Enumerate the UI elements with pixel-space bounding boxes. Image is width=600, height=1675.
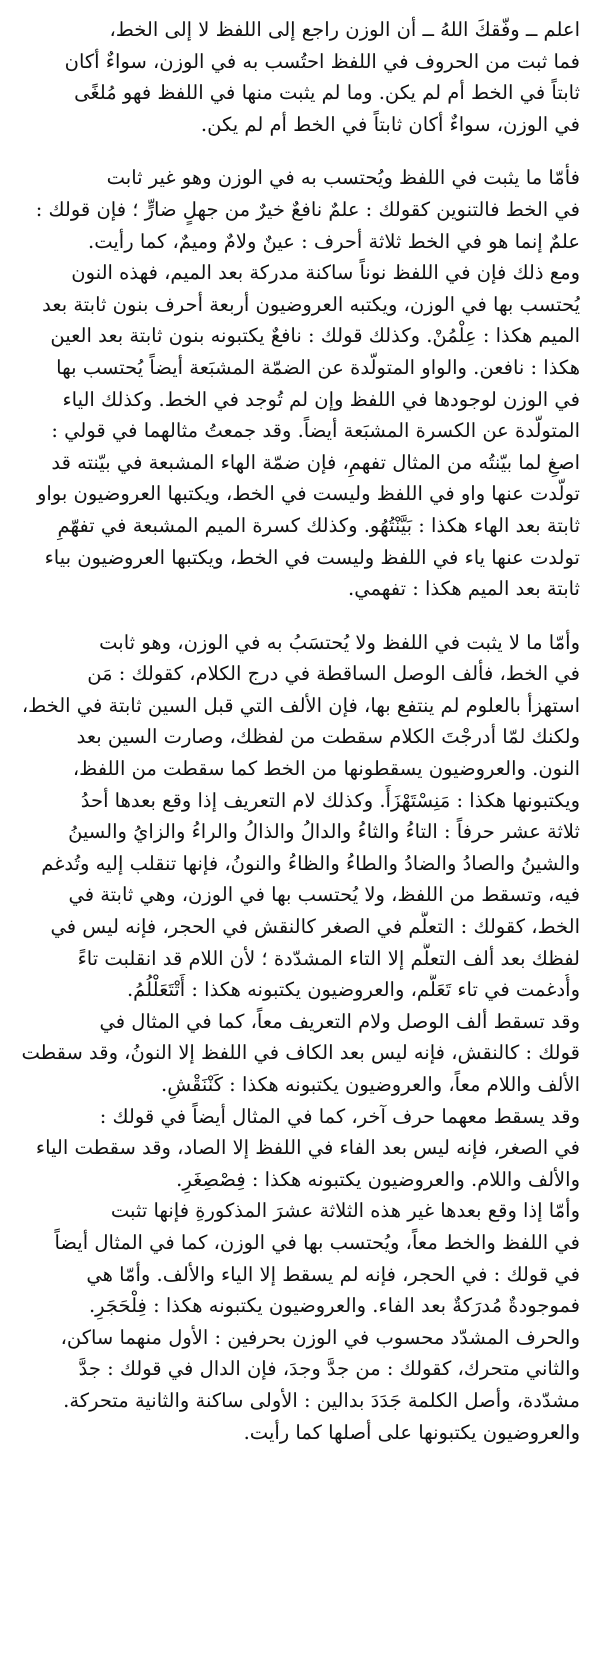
- text-line: المتولّدة عن الكسرة المشبَعة أيضاً. وقد جمعتُ مثالهما في قولي :: [51, 419, 580, 443]
- text-line: ويكتبونها هكذا : مَنِسْتَهْزَأَ. وكذلك لام التعريف إذا وقع بعدها أحدُ: [80, 788, 580, 812]
- text-line: هكذا : نافعن. والواو المتولّدة عن الضمّة المشبَعة أيضاً يُحتسب بها: [56, 355, 580, 379]
- text-line: فما ثبت من الحروف في اللفظ احتُسب به في الوزن، سواءٌ أكان: [64, 49, 580, 73]
- text-line: في الخط فالتنوين كقولك : علمٌ نافعٌ خيرٌ من جهلٍ ضارٍّ ؛ فإن قولك :: [35, 197, 580, 221]
- text-line: وأمّا إذا وقع بعدها غير هذه الثلاثة عشرَ المذكورةِ فإنها تثبت: [110, 1199, 580, 1223]
- text-line: والألف واللام. والعروضيون يكتبونه هكذا : فِصْصِغَرِ.: [176, 1167, 580, 1191]
- text-line: ثابتاً في الخط أم لم يكن. وما لم يثبت منها في اللفظ فهو مُلغًى: [74, 81, 580, 105]
- text-line: اعلم ــ وفّقكَ اللهُ ــ أن الوزن راجع إلى اللفظ لا إلى الخط،: [109, 18, 580, 41]
- text-line: الميم هكذا : عِلْمُنْ. وكذلك قولك : نافعٌ يكتبونه بنون ثابتة بعد العين: [50, 324, 580, 348]
- paragraph-weight-rule: [20, 14, 580, 140]
- text-line: ولكنك لمّا أدرجْتَ الكلام سقطت من لفظك، وصارت السين بعد: [76, 725, 580, 749]
- text-line: والثاني متحرك، كقولك : من جدَّ وجدَ، فإن الدال في قولك : جدَّ: [78, 1357, 580, 1381]
- text-line: اصغِ لما بيّنتُه من المثال تفهمِ، فإن ضمّة الهاء المشبعة في بيّنته قد: [51, 450, 580, 474]
- text-line: فيه، وتسقط من اللفظ، ولا يُحتسب بها في الوزن، وهي ثابتة في: [68, 883, 580, 907]
- text-line: استهزأ بالعلوم لم ينتفع بها، فإن الألف التي قبل السين ثابتة في الخط،: [21, 693, 580, 717]
- paragraph-gap: [20, 605, 580, 627]
- text-line: والعروضيون يكتبونها على أصلها كما رأيت.: [243, 1420, 580, 1444]
- text-line: فموجودةٌ مُدرَكةٌ بعد الفاء. والعروضيون يكتبونه هكذا : فِلْحَجَرِ.: [88, 1294, 580, 1318]
- text-line: في اللفظ والخط معاً، ويُحتسب بها في الوزن، كما في المثال أيضاً: [54, 1230, 580, 1254]
- text-line: في قولك : في الحجر، فإنه لم يسقط إلا الياء والألف. وأمّا هي: [86, 1262, 580, 1286]
- text-line: والشينُ والصادُ والضادُ والطاءُ والظاءُ والنونُ، فإنها تنقلب إليه وتُدغم: [41, 851, 580, 875]
- text-line: ثابتة بعد الهاء هكذا : بَيَّنْتُهُو. وكذلك كسرة الميم المشبعة في تفهّمِ: [57, 513, 580, 537]
- text-line: ثلاثة عشر حرفاً : التاءُ والثاءُ والدالُ والذالُ والراءُ والزايُ والسينُ: [68, 820, 580, 844]
- text-line: الألف واللام معاً، والعروضيون يكتبونه هكذا : كَنْنَقْشِ.: [161, 1073, 580, 1096]
- text-line: فأمّا ما يثبت في اللفظ ويُحتسب به في الوزن وهو غير ثابت: [106, 166, 580, 190]
- text-line: مشدّدة، وأصل الكلمة جَدَدَ بدالين : الأولى ساكنة والثانية متحركة.: [63, 1388, 580, 1412]
- text-line: ومع ذلك فإن في اللفظ نوناً ساكنة مدركة بعد الميم، فهذه النون: [71, 261, 580, 285]
- text-line: النون. والعروضيون يسقطونها من الخط كما سقطت من اللفظ،: [72, 757, 580, 781]
- text-line: قولك : كالنقش، فإنه ليس بعد الكاف في اللفظ إلا النونُ، وقد سقطت: [21, 1041, 580, 1065]
- text-line: في الوزن، سواءٌ أكان ثابتاً في الخط أم لم يكن.: [200, 112, 580, 136]
- text-line: وقد يسقط معهما حرف آخر، كما في المثال أيضاً في قولك :: [99, 1104, 580, 1128]
- text-line: في الخط، فألف الوصل الساقطة في درج الكلام، كقولك : مَن: [87, 662, 580, 686]
- text-line: في الصغر، فإنه ليس بعد الفاء في اللفظ إلا الصاد، وقد سقطت الياء: [35, 1136, 580, 1160]
- text-line: في الوزن لوجودها في اللفظ وإن لم تُوجد في الخط. وكذلك الياء: [62, 387, 580, 411]
- text-line: علمٌ إنما هو في الخط ثلاثة أحرف : عينٌ ولامٌ وميمٌ، كما رأيت.: [88, 229, 580, 253]
- text-line: ثابتة بعد الميم هكذا : تفهمي.: [348, 577, 580, 601]
- text-line: يُحتسب بها في الوزن، ويكتبه العروضيون أربعة أحرف بنون ثابتة بعد: [42, 292, 580, 316]
- text-line: وأمّا ما لا يثبت في اللفظ ولا يُحتسَبُ به في الوزن، وهو ثابت: [99, 630, 580, 654]
- paragraph-written-not-pronounced: [20, 627, 580, 1448]
- text-line: تولدت عنها ياء في اللفظ وليست في الخط، ويكتبها العروضيون بياء: [44, 545, 580, 569]
- text-line: لفظك بعد ألف التعلُّم إلا التاء المشدّدة ؛ لأن اللام قد انقلبت تاءً: [77, 946, 580, 970]
- text-line: تولّدت عنها واو في اللفظ وليست في الخط، ويكتبها العروضيون بواو: [36, 482, 580, 506]
- text-line: والحرف المشدّد محسوب في الوزن بحرفين : الأول منهما ساكن،: [60, 1325, 580, 1349]
- text-line: وأُدغمت في تاء تَعَلُّم، والعروضيون يكتبونه هكذا : أَتْتَعَلْلُمُ.: [126, 978, 580, 1002]
- paragraph-pronounced-not-written: [20, 162, 580, 604]
- text-line: الخط، كقولك : التعلُّم في الصغر كالنقش في الحجر، فإنه ليس في: [50, 915, 580, 939]
- text-line: وقد تسقط ألف الوصل ولام التعريف معاً، كما في المثال في: [99, 1009, 580, 1033]
- paragraph-gap: [20, 140, 580, 162]
